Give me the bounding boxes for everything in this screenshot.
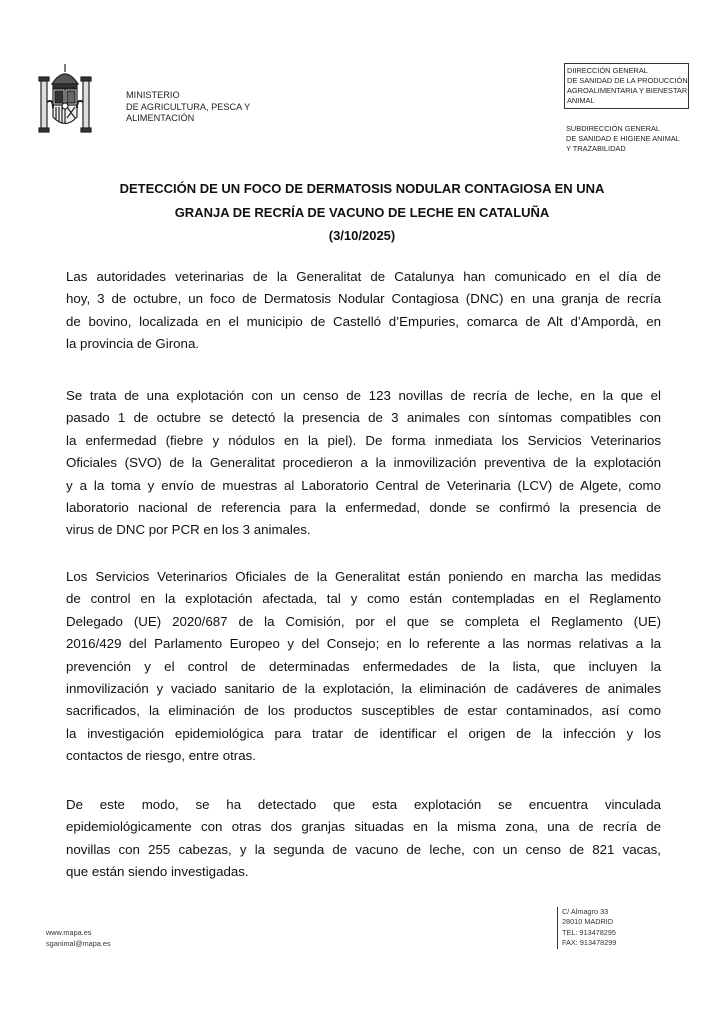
paragraph-line: de control en la explotación afectada, tal y como están contempladas en el Reglamento xyxy=(66,591,661,607)
website-link[interactable]: www.mapa.es xyxy=(46,928,92,937)
footer-address xyxy=(557,907,616,949)
paragraph-1 xyxy=(66,266,661,356)
paragraph-line: hoy, 3 de octubre, un foco de Dermatosis Nodular Contagiosa (DNC) en una granja de recría xyxy=(66,291,661,307)
subdirectorate-line: DE SANIDAD E HIGIENE ANIMAL xyxy=(566,134,680,143)
subdirectorate-line: SUBDIRECCIÓN GENERAL xyxy=(566,124,661,133)
subdirectorate-line: Y TRAZABILIDAD xyxy=(566,144,626,153)
paragraph-line: 2016/429 del Parlamento Europeo y del Consejo; en lo referente a las normas relativas a la xyxy=(66,636,661,652)
coat-of-arms-logo xyxy=(36,62,94,138)
directorate-line: DE SANIDAD DE LA PRODUCCIÓN xyxy=(567,76,688,85)
address-line: FAX: 913478299 xyxy=(562,938,617,948)
paragraph-line: y a la toma y envío de muestras al Laboratorio Central de Veterinaria (LCV) de Algete, como xyxy=(66,477,661,493)
subdirectorate xyxy=(566,124,680,154)
paragraph-line: prevención y el control de determinadas enfermedades de la lista, que incluyen la xyxy=(66,658,661,674)
address-line: 28010 MADRID xyxy=(562,917,614,927)
paragraph-line: De este modo, se ha detectado que esta explotación se encuentra vinculada xyxy=(66,797,661,812)
paragraph-line: de bovino, localizada en el municipio de Castelló d’Empuries, comarca de Alt d’Ampordà, en xyxy=(66,313,661,329)
paragraph-3 xyxy=(66,566,661,768)
title-line: GRANJA DE RECRÍA DE VACUNO DE LECHE EN CATALUÑA xyxy=(174,204,550,220)
paragraph-line: pasado 1 de octubre se detectó la presencia de 3 animales con síntomas compatibles con xyxy=(66,410,661,426)
directorate-line: DIIRECCIÓN GENERAL xyxy=(567,66,648,75)
paragraph-line: Las autoridades veterinarias de la Generalitat de Catalunya han comunicado en el día de xyxy=(66,269,661,284)
paragraph-line: laboratorio nacional de referencia para la enfermedad, donde se confirmó la presencia de xyxy=(66,499,661,515)
paragraph-line: sacrificados, la eliminación de los productos susceptibles de estar contaminados, así como xyxy=(66,703,661,719)
paragraph-line: Se trata de una explotación con un censo de 123 novillas de recría de leche, en la que el xyxy=(66,388,661,403)
email-link[interactable]: sganimal@mapa.es xyxy=(46,939,111,948)
address-line: C/ Almagro 33 xyxy=(562,907,609,916)
paragraph-line: Oficiales (SVO) de la Generalitat procedieron a la inmovilización preventiva de la explotación xyxy=(66,455,661,471)
paragraph-line: virus de DNC por PCR en los 3 animales. xyxy=(66,522,311,538)
paragraph-line: Los Servicios Veterinarios Oficiales de la Generalitat están poniendo en marcha las medidas xyxy=(66,569,661,584)
ministry-line: MINISTERIO xyxy=(126,90,180,100)
paragraph-line: la enfermedad (fiebre y nódulos en la piel). De forma inmediata los Servicios Veterinarios xyxy=(66,432,661,448)
ministry-line: DE AGRICULTURA, PESCA Y xyxy=(126,101,251,112)
paragraph-2 xyxy=(66,385,661,542)
address-line: TEL: 913478295 xyxy=(562,927,616,937)
paragraph-4 xyxy=(66,794,661,884)
paragraph-line: inmovilización y vaciado sanitario de la explotación, la eliminación de cadáveres de animales xyxy=(66,680,661,696)
title-date: (3/10/2025) xyxy=(328,228,396,243)
paragraph-line: Delegado (UE) 2020/687 de la Comisión, por el que se completa el Reglamento (UE) xyxy=(66,613,661,629)
directorate-line: AGROALIMENTARIA Y BIENESTAR xyxy=(567,86,688,95)
directorate-line: ANIMAL xyxy=(567,96,595,105)
paragraph-line: epidemiológicamente con otras dos granjas situadas en la misma zona, una de recría de xyxy=(66,819,661,835)
footer-contact xyxy=(46,927,111,949)
paragraph-line: la investigación epidemiológica para tratar de identificar el origen de la infección y los xyxy=(66,725,661,741)
title-line: DETECCIÓN DE UN FOCO DE DERMATOSIS NODULAR CONTAGIOSA EN UNA xyxy=(119,181,605,196)
paragraph-line: novillas con 255 cabezas, y la segunda de vacuno de leche, con un censo de 821 vacas, xyxy=(66,841,661,857)
paragraph-line: que están siendo investigadas. xyxy=(66,864,249,880)
directorate-box xyxy=(564,63,689,109)
ministry-line: ALIMENTACIÓN xyxy=(126,113,195,123)
document-title xyxy=(40,177,684,248)
ministry-name xyxy=(126,90,250,125)
paragraph-line: la provincia de Girona. xyxy=(66,336,200,352)
paragraph-line: contactos de riesgo, entre otras. xyxy=(66,748,256,764)
